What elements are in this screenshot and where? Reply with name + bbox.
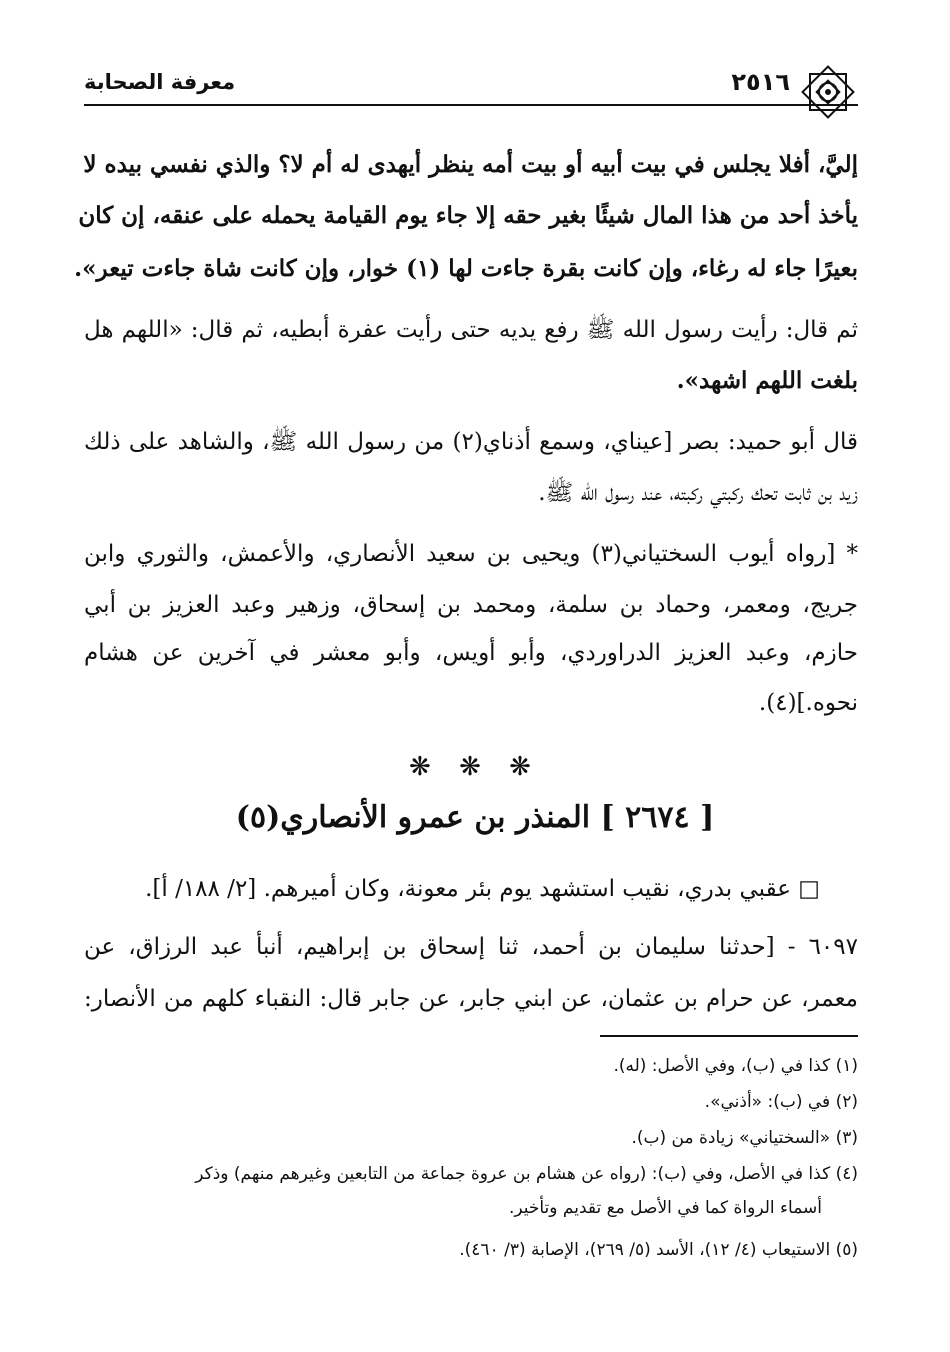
footnote-rule [600, 1035, 858, 1037]
footnote: (٤) كذا في الأصل، وفي (ب): (رواه عن هشام بن عروة جماعة من التابعين وغيرهم منهم) وذكر [195, 1164, 858, 1184]
text-line: نحوه.](٤). [758, 690, 858, 716]
text-line: قال أبو حميد: بصر [عيناي، وسمع أذناي(٢) من رسول الله ﷺ، والشاهد على ذلك [84, 429, 859, 455]
footnote: (١) كذا في (ب)، وفي الأصل: (له). [613, 1056, 858, 1076]
text-line: بعيرًا جاء له رغاء، وإن كانت بقرة جاءت لها (١) خوار، وإن كانت شاة جاءت تيعر». [74, 255, 858, 282]
text-line: ٦٠٩٧ - [حدثنا سليمان بن أحمد، ثنا إسحاق بن إبراهيم، أنبأ عبد الرزاق، عن [84, 934, 858, 960]
text-line: بلغت اللهم اشهد». [676, 367, 858, 394]
footnote-continuation: أسماء الرواة كما في الأصل مع تقديم وتأخير. [508, 1198, 822, 1218]
octagonal-star-ornament-icon [798, 62, 858, 122]
footnote: (٥) الاستيعاب (٤/ ١٢)، الأسد (٥/ ٢٦٩)، الإصابة (٣/ ٤٦٠). [459, 1240, 858, 1260]
section-separator: ❋ ❋ ❋ [409, 752, 541, 782]
footnote: (٣) «السختياني» زيادة من (ب). [631, 1128, 858, 1148]
text-line: إليَّ، أفلا يجلس في بيت أبيه أو بيت أمه ينظر أيهدى له أم لا؟ والذي نفسي بيده لا [83, 151, 858, 178]
text-line: □ عقبي بدري، نقيب استشهد يوم بئر معونة، وكان أميرهم. [٢/ ١٨٨/ أ]. [145, 876, 820, 902]
text-line: ثم قال: رأيت رسول الله ﷺ رفع يديه حتى رأيت عفرة أبطيه، ثم قال: «اللهم هل [84, 317, 858, 343]
running-title: معرفة الصحابة [84, 70, 236, 94]
text-line: معمر، عن حرام بن عثمان، عن ابني جابر، عن جابر قال: النقباء كلهم من الأنصار: [84, 986, 858, 1012]
header-rule [84, 104, 858, 106]
text-line: حازم، وعبد العزيز الدراوردي، وأبو أويس، وأبو معشر في آخرين عن هشام [84, 640, 858, 666]
text-line: زيد بن ثابت تحك ركبتي ركبته، عند رسول الله ﷺ. [538, 480, 858, 506]
text-line: * [رواه أيوب السختياني(٣) ويحيى بن سعيد الأنصاري، والأعمش، والثوري وابن [84, 541, 858, 567]
entry-heading: [ ٢٦٧٤ ] المنذر بن عمرو الأنصاري(٥) [235, 800, 715, 835]
text-line: يأخذ أحد من هذا المال شيئًا بغير حقه إلا جاء يوم القيامة يحمله على عنقه، إن كان [78, 202, 858, 229]
text-line: جريج، ومعمر، وحماد بن سلمة، ومحمد بن إسحاق، وزهير وعبد العزيز بن أبي [84, 592, 858, 618]
page-number: ٢٥١٦ [731, 68, 790, 96]
footnote: (٢) في (ب): «أذني». [704, 1092, 858, 1112]
